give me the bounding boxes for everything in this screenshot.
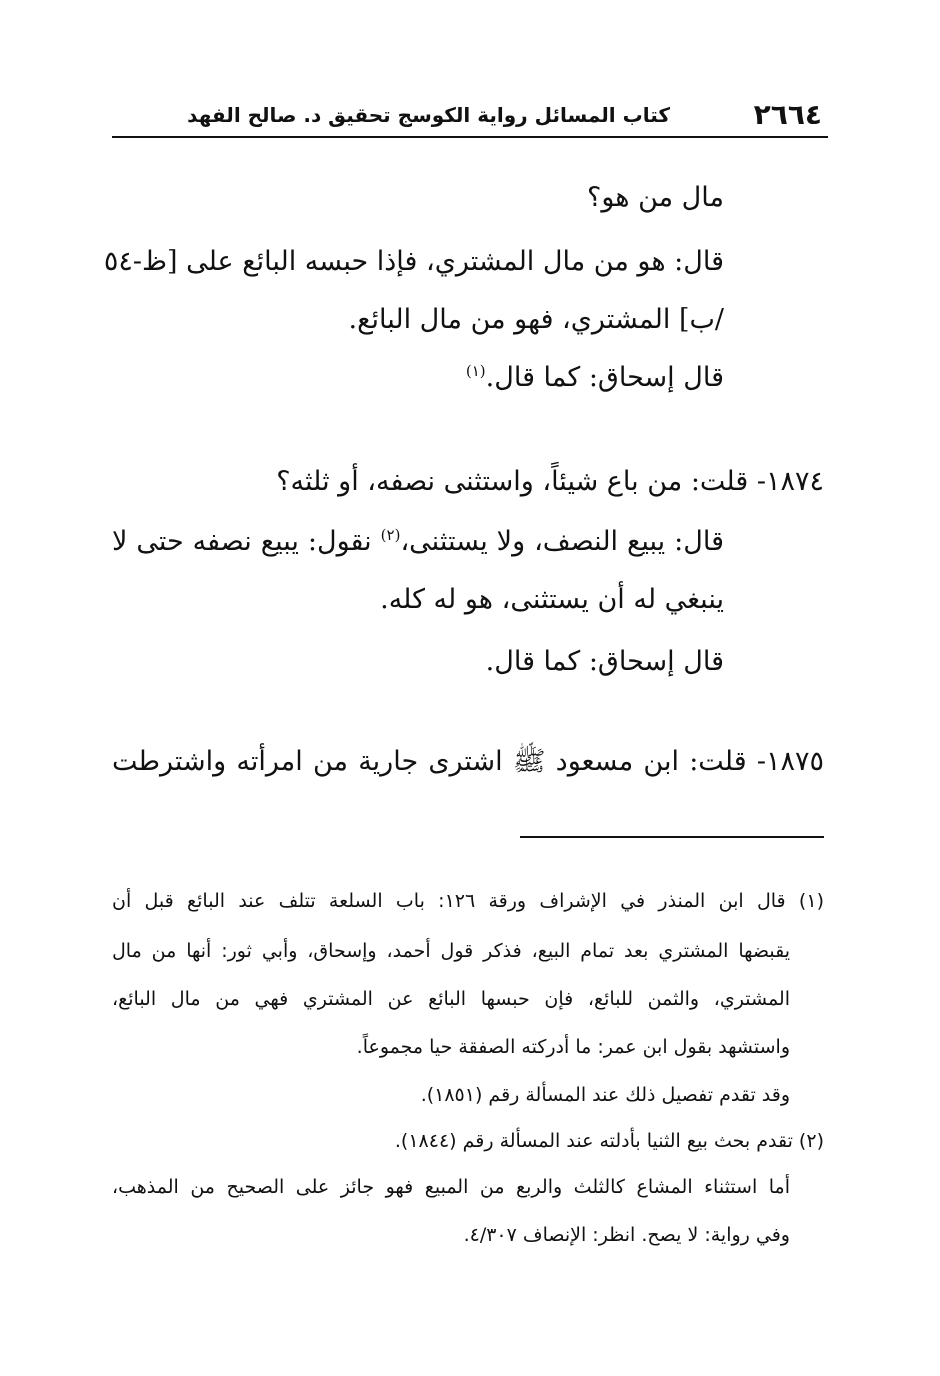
footnote-line: (١) قال ابن المنذر في الإشراف ورقة ١٢٦: باب السلعة تتلف عند البائع قبل أن	[112, 890, 824, 912]
text-line: /ب] المشتري، فهو من مال البائع.	[348, 304, 724, 335]
footnote-line: (٢) تقدم بحث بيع الثنيا بأدلته عند المسألة رقم (١٨٤٤).	[394, 1130, 824, 1152]
footnote-line: واستشهد بقول ابن عمر: ما أدركته الصفقة حيا مجموعاً.	[356, 1036, 790, 1058]
text-fragment: قال: يبيع النصف، ولا يستثنى،	[400, 526, 725, 557]
page-header	[112, 96, 828, 138]
text-line	[466, 356, 724, 400]
footnote-line: وقد تقدم تفصيل ذلك عند المسألة رقم (١٨٥١).	[420, 1084, 790, 1106]
question-1875: ١٨٧٥- قلت: ابن مسعود ﷺ اشترى جارية من امرأته واشترطت	[112, 746, 824, 777]
footnote-ref: (١)	[465, 362, 486, 380]
answer-line	[112, 520, 724, 564]
answer-line: ينبغي له أن يستثنى، هو له كله.	[380, 584, 724, 615]
text-fragment: قال إسحاق: كما قال.	[485, 362, 724, 393]
footnote-ref: (٢)	[380, 526, 401, 544]
text-line: قال: هو من مال المشتري، فإذا حبسه البائع على [ظ-٥٤	[103, 246, 724, 277]
footnote-line: يقبضها المشتري بعد تمام البيع، فذكر قول أحمد، وإسحاق، وأبي ثور: أنها من مال	[112, 940, 790, 962]
answer-line: قال إسحاق: كما قال.	[485, 646, 724, 677]
page-number: ٢٦٦٤	[753, 98, 822, 131]
footnote-line: المشتري، والثمن للبائع، فإن حبسها البائع عن المشتري فهي من مال البائع،	[112, 988, 790, 1010]
running-title: كتاب المسائل رواية الكوسج تحقيق د. صالح الفهد	[187, 103, 670, 127]
footnote-line: وفي رواية: لا يصح. انظر: الإنصاف ٤/٣٠٧.	[463, 1224, 790, 1246]
text-line: مال من هو؟	[586, 182, 724, 213]
text-fragment: نقول: يبيع نصفه حتى لا	[112, 526, 381, 557]
footnote-line: أما استثناء المشاع كالثلث والربع من المبيع فهو جائز على الصحيح من المذهب،	[112, 1176, 790, 1198]
footnote-separator	[520, 836, 824, 838]
question-1874: ١٨٧٤- قلت: من باع شيئاً، واستثنى نصفه، أو ثلثه؟	[276, 466, 824, 497]
